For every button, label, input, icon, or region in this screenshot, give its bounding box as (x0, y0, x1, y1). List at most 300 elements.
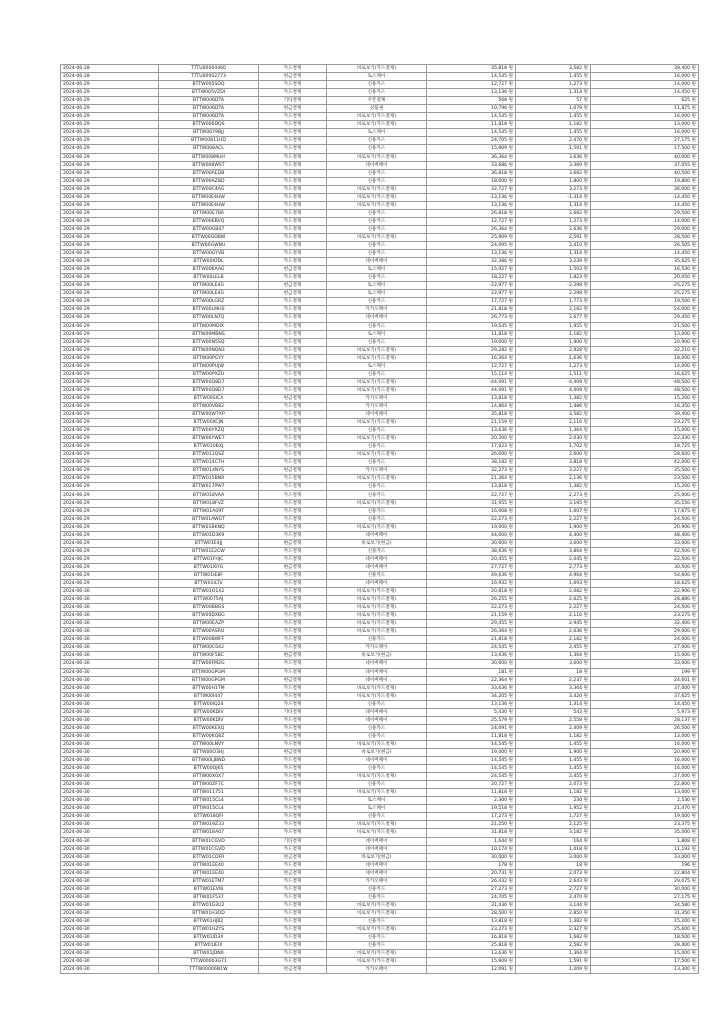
total-amount-cell: 18,625 원 (591, 580, 699, 588)
payment-type-cell: 기타결제 (259, 97, 327, 105)
order-id-cell: BTTW008WST (159, 161, 259, 169)
date-cell: 2024-06-30 (61, 917, 159, 925)
total-amount-cell: 30,500 원 (591, 563, 699, 571)
supply-amount-cell: 14,545 원 (427, 73, 516, 81)
payment-type-cell: 카드결제 (259, 942, 327, 950)
order-id-cell: BTTW00GDBW (159, 233, 259, 241)
order-id-cell: BTTW00AEDB (159, 169, 259, 177)
payment-method-cell: 네이버페이 (327, 869, 427, 877)
total-amount-cell: 18,725 원 (591, 443, 699, 451)
date-cell: 2024-06-30 (61, 885, 159, 893)
total-amount-cell: 28,880 원 (591, 596, 699, 604)
table-row (61, 250, 699, 258)
order-id-cell: BTTW01E4JJ (159, 539, 259, 547)
payment-method-cell: 바로보기(카드결제) (327, 523, 427, 531)
table-row (61, 885, 699, 893)
supply-amount-cell: 16,364 원 (427, 354, 516, 362)
order-id-cell: BTTW015BNR (159, 475, 259, 483)
payment-method-cell: 신용카드 (327, 169, 427, 177)
table-row (61, 692, 699, 700)
table-row (61, 161, 699, 169)
order-id-cell: BTTW01EE40 (159, 861, 259, 869)
supply-amount-cell: 30,000 원 (427, 660, 516, 668)
order-id-cell: BTTW00EAZP (159, 620, 259, 628)
supply-amount-cell: -44,091 원 (427, 378, 516, 386)
supply-amount-cell: 36,818 원 (427, 169, 516, 177)
supply-amount-cell: 26,364 원 (427, 628, 516, 636)
date-cell: 2024-06-30 (61, 781, 159, 789)
vat-cell: 57 원 (516, 97, 591, 105)
total-amount-cell: 21,470 원 (591, 805, 699, 813)
total-amount-cell: 42,500 원 (591, 547, 699, 555)
supply-amount-cell: 178 원 (427, 861, 516, 869)
total-amount-cell: 13,000 원 (591, 330, 699, 338)
payment-type-cell: 기타결제 (259, 837, 327, 845)
date-cell: 2024-06-29 (61, 443, 159, 451)
supply-amount-cell: 21,818 원 (427, 306, 516, 314)
payment-method-cell: 바로보기(카드결제) (327, 620, 427, 628)
order-id-cell: BTTW010BXJ (159, 443, 259, 451)
supply-amount-cell: 15,027 원 (427, 266, 516, 274)
supply-amount-cell: 19,000 원 (427, 748, 516, 756)
vat-cell: 1,182 원 (516, 732, 591, 740)
order-id-cell: BTTW00IODL (159, 258, 259, 266)
date-cell: 2024-06-29 (61, 105, 159, 113)
payment-method-cell: 신용카드 (327, 917, 427, 925)
order-id-cell: BTTW01F537 (159, 893, 259, 901)
supply-amount-cell: 10,174 원 (427, 845, 516, 853)
payment-method-cell: 바로보기(카드결제) (327, 193, 427, 201)
total-amount-cell: 42,000 원 (591, 459, 699, 467)
total-amount-cell: 32,400 원 (591, 620, 699, 628)
payment-method-cell: 바로보기(카드결제) (327, 740, 427, 748)
payment-method-cell: 카카오페이 (327, 877, 427, 885)
date-cell: 2024-06-29 (61, 193, 159, 201)
order-id-cell: BTTW00LE4G (159, 282, 259, 290)
vat-cell: 2,727 원 (516, 885, 591, 893)
total-amount-cell: 29,000 원 (591, 225, 699, 233)
total-amount-cell: 16,530 원 (591, 266, 699, 274)
date-cell: 2024-06-29 (61, 435, 159, 443)
date-cell: 2024-06-29 (61, 386, 159, 394)
total-amount-cell: 20,900 원 (591, 338, 699, 346)
vat-cell: 1,900 원 (516, 748, 591, 756)
vat-cell: 1,382 원 (516, 394, 591, 402)
total-amount-cell: 35,625 원 (591, 258, 699, 266)
payment-type-cell: 카드결제 (259, 201, 327, 209)
payment-method-cell: 바로보기(카드결제) (327, 435, 427, 443)
vat-cell: 2,116 원 (516, 419, 591, 427)
order-id-cell: BTTW00GWNU (159, 242, 259, 250)
vat-cell: 2,455 원 (516, 644, 591, 652)
vat-cell: 3,227 원 (516, 467, 591, 475)
payment-method-cell: 네이버페이 (327, 411, 427, 419)
vat-cell: 1,900 원 (516, 338, 591, 346)
payment-method-cell: 네이버페이 (327, 555, 427, 563)
date-cell: 2024-06-30 (61, 732, 159, 740)
order-id-cell: BTTW01E2CW (159, 547, 259, 555)
order-id-cell: BTTW00E4HW (159, 201, 259, 209)
payment-method-cell: 바로보기(카드결제) (327, 378, 427, 386)
vat-cell: 2,470 원 (516, 137, 591, 145)
total-amount-cell: 16,000 원 (591, 757, 699, 765)
supply-amount-cell: 32,727 원 (427, 185, 516, 193)
payment-type-cell: 카드결제 (259, 386, 327, 394)
payment-type-cell: 카드결제 (259, 370, 327, 378)
table-row (61, 821, 699, 829)
vat-cell: 2,558 원 (516, 716, 591, 724)
payment-type-cell: 현금결제 (259, 676, 327, 684)
payment-method-cell: 신용카드 (327, 338, 427, 346)
order-id-cell: BTTW015CL4 (159, 805, 259, 813)
order-id-cell: BTTW00LNVY (159, 740, 259, 748)
order-id-cell: BTTW005SDQ (159, 81, 259, 89)
table-row (61, 451, 699, 459)
table-row (61, 419, 699, 427)
payment-method-cell: 네이버페이 (327, 861, 427, 869)
vat-cell: 2,298 원 (516, 290, 591, 298)
supply-amount-cell: 24,705 원 (427, 137, 516, 145)
table-row (61, 185, 699, 193)
date-cell: 2024-06-30 (61, 724, 159, 732)
vat-cell: 1,018 원 (516, 845, 591, 853)
supply-amount-cell: 18,000 원 (427, 177, 516, 185)
payment-type-cell: 카드결제 (259, 274, 327, 282)
date-cell: 2024-06-30 (61, 644, 159, 652)
date-cell: 2024-06-30 (61, 893, 159, 901)
payment-method-cell: 신용카드 (327, 145, 427, 153)
vat-cell: 3,239 원 (516, 258, 591, 266)
total-amount-cell: 29,500 원 (591, 209, 699, 217)
supply-amount-cell: 14,545 원 (427, 113, 516, 121)
supply-amount-cell: 13,136 원 (427, 700, 516, 708)
supply-amount-cell: 12,091 원 (427, 966, 516, 974)
supply-amount-cell: 11,818 원 (427, 732, 516, 740)
payment-type-cell: 카드결제 (259, 451, 327, 459)
supply-amount-cell: 36,364 원 (427, 153, 516, 161)
vat-cell: 1,823 원 (516, 274, 591, 282)
order-id-cell: BTTW014C7H (159, 459, 259, 467)
supply-amount-cell: 21,159 원 (427, 419, 516, 427)
date-cell: 2024-06-30 (61, 950, 159, 958)
total-amount-cell: -25,275 원 (591, 282, 699, 290)
payment-type-cell: 카드결제 (259, 547, 327, 555)
vat-cell: 1,773 원 (516, 298, 591, 306)
vat-cell: 1,591 원 (516, 958, 591, 966)
order-id-cell: BTTW018QFI (159, 813, 259, 821)
order-id-cell: BTTW01A09T (159, 507, 259, 515)
table-row (61, 620, 699, 628)
table-row (61, 644, 699, 652)
table-row (61, 169, 699, 177)
payment-method-cell: 신용카드 (327, 298, 427, 306)
supply-amount-cell: 22,977 원 (427, 290, 516, 298)
table-row (61, 652, 699, 660)
date-cell: 2024-06-29 (61, 258, 159, 266)
supply-amount-cell: 13,636 원 (427, 427, 516, 435)
payment-method-cell: 토스페이 (327, 73, 427, 81)
payment-method-cell: 토스페이 (327, 266, 427, 274)
order-id-cell: BTTW01H3OD (159, 909, 259, 917)
payment-method-cell: 바로보기(카드결제) (327, 386, 427, 394)
vat-cell: 2,045 원 (516, 555, 591, 563)
supply-amount-cell: 26,000 원 (427, 451, 516, 459)
table-row (61, 934, 699, 942)
vat-cell: 1,636 원 (516, 354, 591, 362)
supply-amount-cell: -13,136 원 (427, 193, 516, 201)
total-amount-cell: 30,000 원 (591, 885, 699, 893)
date-cell: 2024-06-29 (61, 225, 159, 233)
table-row (61, 65, 699, 73)
payment-type-cell: 카드결제 (259, 555, 327, 563)
payment-method-cell: 바로보기(카드결제) (327, 901, 427, 909)
order-id-cell: BTTW00LMHS (159, 306, 259, 314)
vat-cell: 3,636 원 (516, 153, 591, 161)
order-id-cell: BTTW00QJ65 (159, 765, 259, 773)
supply-amount-cell: 12,727 원 (427, 81, 516, 89)
table-row (61, 153, 699, 161)
order-id-cell: BTTW01CGVD (159, 845, 259, 853)
total-amount-cell: 14,450 원 (591, 89, 699, 97)
payment-type-cell: 카드결제 (259, 491, 327, 499)
order-id-cell: BTTW015CL4 (159, 797, 259, 805)
date-cell: 2024-06-29 (61, 330, 159, 338)
total-amount-cell: 48,500 원 (591, 386, 699, 394)
table-row (61, 137, 699, 145)
date-cell: 2024-06-29 (61, 402, 159, 410)
order-id-cell: BTTW00EBVQ (159, 217, 259, 225)
supply-amount-cell: 13,636 원 (427, 652, 516, 660)
total-amount-cell: 25,600 원 (591, 926, 699, 934)
payment-method-cell: 신용카드 (327, 217, 427, 225)
date-cell: 2024-06-30 (61, 700, 159, 708)
total-amount-cell: 24,000 원 (591, 306, 699, 314)
table-row (61, 588, 699, 596)
payment-method-cell: 바로보기(카드결제) (327, 233, 427, 241)
table-row (61, 724, 699, 732)
date-cell: 2024-06-30 (61, 628, 159, 636)
supply-amount-cell: 13,136 원 (427, 89, 516, 97)
vat-cell: 3,182 원 (516, 829, 591, 837)
supply-amount-cell: 21,159 원 (427, 612, 516, 620)
supply-amount-cell: 44,000 원 (427, 531, 516, 539)
order-id-cell: BTTW00AZBD (159, 177, 259, 185)
total-amount-cell: 24,601 원 (591, 676, 699, 684)
vat-cell: 2,237 원 (516, 676, 591, 684)
payment-type-cell: 카드결제 (259, 346, 327, 354)
payment-type-cell: 카드결제 (259, 354, 327, 362)
vat-cell: 2,682 원 (516, 209, 591, 217)
order-id-cell: BTTW00DXBG (159, 612, 259, 620)
total-amount-cell: 19,500 원 (591, 298, 699, 306)
table-row (61, 378, 699, 386)
payment-type-cell: 현금결제 (259, 748, 327, 756)
supply-amount-cell: 26,773 원 (427, 314, 516, 322)
total-amount-cell: 15,200 원 (591, 917, 699, 925)
payment-method-cell: 네이버페이 (327, 161, 427, 169)
total-amount-cell: 16,000 원 (591, 740, 699, 748)
table-row (61, 402, 699, 410)
payment-type-cell: 카드결제 (259, 628, 327, 636)
payment-type-cell: 카드결제 (259, 161, 327, 169)
order-id-cell: BTTW00LJBND (159, 757, 259, 765)
date-cell: 2024-06-29 (61, 314, 159, 322)
total-amount-cell: 2,530 원 (591, 797, 699, 805)
order-id-cell: BTTW01IE8F (159, 571, 259, 579)
table-row (61, 684, 699, 692)
date-cell: 2024-06-29 (61, 571, 159, 579)
payment-type-cell: 카드결제 (259, 668, 327, 676)
date-cell: 2024-06-30 (61, 765, 159, 773)
supply-amount-cell: -22,977 원 (427, 282, 516, 290)
vat-cell: 3,864 원 (516, 547, 591, 555)
payment-method-cell: 바로보기(카드결제) (327, 65, 427, 73)
payment-method-cell: 토스페이 (327, 797, 427, 805)
table-row (61, 805, 699, 813)
order-id-cell: BTTW01BKNQ (159, 523, 259, 531)
table-row (61, 386, 699, 394)
payment-method-cell: 신용카드 (327, 491, 427, 499)
order-id-cell: BTTW01AWGT (159, 515, 259, 523)
date-cell: 2024-06-29 (61, 201, 159, 209)
order-id-cell: BTTW00ZF7C (159, 781, 259, 789)
payment-type-cell: 카드결제 (259, 571, 327, 579)
table-row (61, 636, 699, 644)
table-row (61, 716, 699, 724)
date-cell: 2024-06-29 (61, 322, 159, 330)
date-cell: 2024-06-29 (61, 306, 159, 314)
payment-method-cell: 신용카드 (327, 765, 427, 773)
payment-type-cell: 카드결제 (259, 958, 327, 966)
vat-cell: 2,625 원 (516, 596, 591, 604)
order-id-cell: BTTW00X0X7 (159, 773, 259, 781)
total-amount-cell: 15,000 원 (591, 652, 699, 660)
table-row (61, 338, 699, 346)
payment-type-cell: 카드결제 (259, 499, 327, 507)
table-row (61, 193, 699, 201)
order-id-cell: BTTW00O3HJ (159, 748, 259, 756)
total-amount-cell: 196 원 (591, 861, 699, 869)
payment-method-cell: 바로보기(카드결제) (327, 499, 427, 507)
payment-method-cell: 신용카드 (327, 515, 427, 523)
total-amount-cell: 15,000 원 (591, 427, 699, 435)
order-id-cell: BTTW00PGYY (159, 354, 259, 362)
payment-method-cell: 바로보기(카드결제) (327, 773, 427, 781)
vat-cell: 3,818 원 (516, 459, 591, 467)
payment-type-cell: 카드결제 (259, 298, 327, 306)
supply-amount-cell: 13,136 원 (427, 250, 516, 258)
payment-type-cell: 카드결제 (259, 362, 327, 370)
payment-method-cell: 신용카드 (327, 893, 427, 901)
vat-cell: 1,486 원 (516, 402, 591, 410)
total-amount-cell: 23,275 원 (591, 612, 699, 620)
vat-cell: 2,073 원 (516, 869, 591, 877)
supply-amount-cell: 14,545 원 (427, 129, 516, 137)
date-cell: 2024-06-29 (61, 483, 159, 491)
order-id-cell: BTTW00811HD (159, 137, 259, 145)
total-amount-cell: 32,210 원 (591, 346, 699, 354)
date-cell: 2024-06-29 (61, 547, 159, 555)
table-row (61, 483, 699, 491)
payment-method-cell: 신용카드 (327, 732, 427, 740)
supply-amount-cell: 38,636 원 (427, 547, 516, 555)
date-cell: 2024-06-29 (61, 539, 159, 547)
supply-amount-cell: 27,727 원 (427, 563, 516, 571)
table-row (61, 765, 699, 773)
supply-amount-cell: 23,273 원 (427, 926, 516, 934)
table-row (61, 813, 699, 821)
payment-type-cell: 카드결제 (259, 805, 327, 813)
payment-method-cell: 바로보기(카드결제) (327, 821, 427, 829)
supply-amount-cell: 17,727 원 (427, 298, 516, 306)
payment-type-cell: 기타결제 (259, 708, 327, 716)
vat-cell: 2,116 원 (516, 612, 591, 620)
payment-method-cell: 바로보기(카드결제) (327, 113, 427, 121)
payment-method-cell: 네이버페이 (327, 757, 427, 765)
payment-type-cell: 카드결제 (259, 757, 327, 765)
total-amount-cell: 17,500 원 (591, 145, 699, 153)
payment-method-cell: 네이버페이 (327, 708, 427, 716)
payment-method-cell: 신용카드 (327, 274, 427, 282)
total-amount-cell: 27,000 원 (591, 644, 699, 652)
supply-amount-cell: 22,364 원 (427, 676, 516, 684)
payment-method-cell: 카카오페이 (327, 966, 427, 974)
payment-method-cell: 바로보기(카드결제) (327, 451, 427, 459)
payment-type-cell: 카드결제 (259, 242, 327, 250)
table-row (61, 580, 699, 588)
vat-cell: 3,000 원 (516, 660, 591, 668)
supply-amount-cell: 35,818 원 (427, 411, 516, 419)
supply-amount-cell: 568 원 (427, 97, 516, 105)
total-amount-cell: 16,350 원 (591, 402, 699, 410)
total-amount-cell: 36,000 원 (591, 185, 699, 193)
date-cell: 2024-06-29 (61, 475, 159, 483)
payment-type-cell: 카드결제 (259, 121, 327, 129)
payment-type-cell: 카드결제 (259, 604, 327, 612)
table-row (61, 121, 699, 129)
total-amount-cell: 35,000 원 (591, 829, 699, 837)
payment-type-cell: 카드결제 (259, 411, 327, 419)
vat-cell: 1,455 원 (516, 757, 591, 765)
date-cell: 2024-06-30 (61, 869, 159, 877)
date-cell: 2024-06-30 (61, 966, 159, 974)
payment-type-cell: 카드결제 (259, 523, 327, 531)
date-cell: 2024-06-30 (61, 853, 159, 861)
total-amount-cell: 19,800 원 (591, 177, 699, 185)
table-row (61, 563, 699, 571)
payment-method-cell: 바로보기(현금) (327, 652, 427, 660)
supply-amount-cell: 13,636 원 (427, 950, 516, 958)
table-row (61, 242, 699, 250)
order-id-cell: BTTW01ID3X (159, 934, 259, 942)
date-cell: 2024-06-29 (61, 515, 159, 523)
payment-type-cell: 카드결제 (259, 917, 327, 925)
payment-method-cell: 신용카드 (327, 781, 427, 789)
vat-cell: 2,600 원 (516, 451, 591, 459)
payment-type-cell: 카드결제 (259, 950, 327, 958)
payment-method-cell: 신용카드 (327, 934, 427, 942)
supply-amount-cell: 17,023 원 (427, 443, 516, 451)
supply-amount-cell: 31,818 원 (427, 829, 516, 837)
order-id-cell: BTTW01FHJC (159, 555, 259, 563)
total-amount-cell: 21,500 원 (591, 322, 699, 330)
order-id-cell: BTTW019Z33 (159, 821, 259, 829)
payment-method-cell: 바로보기(카드결제) (327, 588, 427, 596)
vat-cell: 230 원 (516, 797, 591, 805)
table-row (61, 89, 699, 97)
date-cell: 2024-06-30 (61, 620, 159, 628)
order-id-cell: BTTW01EVI8 (159, 885, 259, 893)
